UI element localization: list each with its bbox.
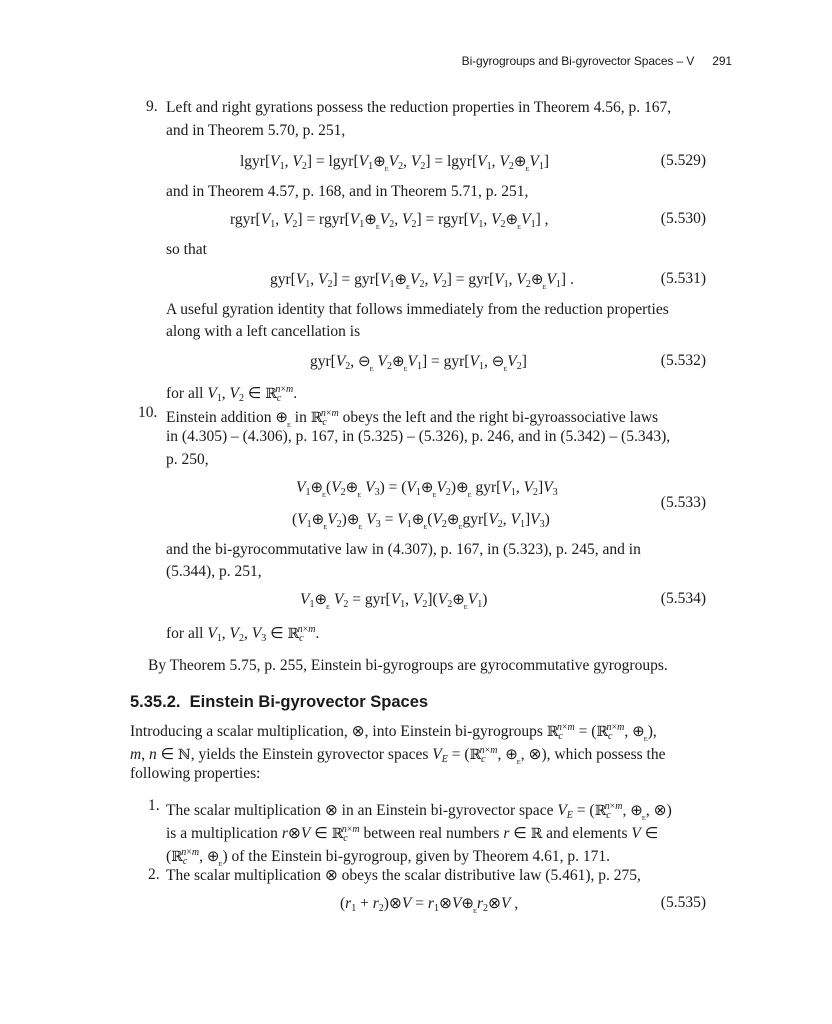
- equation-5529: $lgyr[V_1$, $V_2$] = $lgyr[V_1\oplus_EV_2$, $V_2$] = $lgyr[V_1$, $V_2\oplus_EV_1$]: [240, 153, 550, 173]
- intro-line3: following properties:: [130, 765, 261, 782]
- equation-5533-a: $V_1\oplus_E(V_2\oplus_E$ $V_3$) = $(V_1\oplus_EV_2)\oplus_E$ $gyr[V_1$, $V_2]V_3$: [296, 479, 558, 499]
- equation-5531: $gyr[V_1$, $V_2$] = $gyr[V_1\oplus_EV_2$, $V_2] = gyr[V_1$, $V_2\oplus_EV_1$] .: [270, 271, 574, 291]
- list-line3: of the Einstein bi-gyrogroup, given by Theorem 4.61, p. 171.: [231, 848, 611, 865]
- item-10-line4: and the bi-gyrocommutative law in (4.307), p. 167, in (5.323), p. 245, and in: [166, 541, 641, 558]
- item-9-forall: for all $V_1$, $V_2$ ∈ ℝ$_c^{n\times m}$.: [166, 384, 298, 404]
- section-title: Einstein Bi-gyrovector Spaces: [189, 693, 429, 711]
- equation-5532: $gyr[V_2$, $⊖_E$ $V_2\oplus_EV_1] = gyr[V_1$, $⊖_EV_2$]: [310, 353, 527, 373]
- page-number: 291: [712, 54, 732, 68]
- intro-line1-text: Introducing a scalar multiplication, ⊗, into Einstein bi-gyrogroups: [130, 723, 543, 740]
- item-9-number: 9.: [146, 98, 158, 115]
- item-9-line6: along with a left cancellation is: [166, 323, 361, 340]
- equation-number-5533: (5.533): [660, 494, 706, 511]
- item-9-line3: and in Theorem 4.57, p. 168, and in Theorem 5.71, p. 251,: [166, 183, 529, 200]
- list-line2a: is a multiplication: [166, 825, 278, 842]
- list-line1a: The scalar multiplication ⊗ in an Einstein bi-gyrovector space: [166, 802, 554, 819]
- item-10-line2: in (4.305) – (4.306), p. 167, in (5.325) – (5.326), p. 246, and in (5.342) – (5.343),: [166, 428, 671, 445]
- equation-number-5534: (5.534): [660, 590, 706, 607]
- section-number: 5.35.2.: [130, 693, 181, 711]
- intro-line2c: , which possess the: [546, 746, 666, 763]
- intro-line2b: , yields the Einstein gyrovector spaces: [190, 746, 429, 763]
- list-line2c: and elements: [546, 825, 628, 842]
- list-line2b: between real numbers: [363, 825, 500, 842]
- intro-line2: m, n ∈ ℕ, yields the Einstein gyrovector spaces $V_E$ = (ℝ$_c^{n\times m}$, $\oplus_E$, ⊗), which possess the: [130, 745, 666, 766]
- item-9-line5: A useful gyration identity that follows immediately from the reduction properties: [166, 301, 669, 318]
- item-9-line2: and in Theorem 5.70, p. 251,: [166, 122, 346, 139]
- running-header: [462, 54, 732, 68]
- item-9-line1: Left and right gyrations possess the reduction properties in Theorem 4.56, p. 167,: [166, 99, 672, 116]
- section-heading: [130, 693, 428, 712]
- list-item-1-line1: The scalar multiplication ⊗ in an Einstein bi-gyrovector space $V_E$ = (ℝ$_c^{n\times m}$, $\oplus_E$, ⊗): [166, 801, 672, 822]
- equation-number-5535: (5.535): [660, 894, 706, 911]
- equation-5530: $rgyr[V_1$, $V_2$] = $rgyr[V_1\oplus_EV_2$, $V_2$] = $rgyr[V_1$, $V_2\oplus_EV_1$] ,: [230, 211, 549, 231]
- list-item-2-line1: The scalar multiplication ⊗ obeys the scalar distributive law (5.461), p. 275,: [166, 867, 641, 884]
- item-10-forall-label: for all: [166, 625, 204, 642]
- list-item-1-line3: (ℝ$_c^{n\times m}$, $\oplus_E$) of the Einstein bi-gyrogroup, given by Theorem 4.61, p. 171.: [166, 847, 611, 868]
- item-10-line1b: obeys the left and the right bi-gyroassociative laws: [342, 409, 659, 426]
- equation-number-5530: (5.530): [660, 210, 706, 227]
- list-item-2-number: 2.: [148, 866, 160, 883]
- item-10-line3: p. 250,: [166, 451, 209, 468]
- item-10-line1: Einstein addition $\oplus_E$ in ℝ$_c^{n\times m}$ obeys the left and the right bi-gyroassociative laws: [166, 408, 659, 429]
- item-10-number: 10.: [138, 404, 158, 421]
- item-9-forall-label: for all: [166, 385, 204, 402]
- item-10-forall: for all $V_1$, $V_2$, $V_3$ ∈ ℝ$_c^{n\times m}$.: [166, 624, 320, 644]
- list-item-1-number: 1.: [148, 797, 160, 814]
- intro-line1: Introducing a scalar multiplication, ⊗, into Einstein bi-gyrogroups ℝ$_c^{n\times m}$ = (ℝ$_c^{n\times m}$, $\oplus_E$),: [130, 722, 657, 743]
- item-10-line1a: Einstein addition: [166, 409, 272, 426]
- header-title: Bi-gyrogroups and Bi-gyrovector Spaces – V: [461, 54, 695, 68]
- closing-sentence: By Theorem 5.75, p. 255, Einstein bi-gyrogroups are gyrocommutative gyrogroups.: [148, 657, 668, 674]
- item-9-line4: so that: [166, 241, 207, 258]
- equation-5535: ($r_1$ + $r_2)\otimes V$ = $r_1\otimes V\oplus_Er_2\otimes V$ ,: [340, 895, 519, 915]
- equation-number-5529: (5.529): [660, 152, 706, 169]
- equation-5533-b: $(V_1\oplus_EV_2)\oplus_E$ $V_3$ = $V_1\oplus_E(V_2\oplus_Egyr[V_2$, $V_1]V_3$): [292, 511, 550, 531]
- equation-number-5531: (5.531): [660, 270, 706, 287]
- item-10-line5: (5.344), p. 251,: [166, 563, 262, 580]
- equation-5534: $V_1\oplus_E$ $V_2 = gyr[V_1$, $V_2](V_2\oplus_EV_1)$: [300, 591, 488, 611]
- equation-number-5532: (5.532): [660, 352, 706, 369]
- list-item-1-line2: is a multiplication r⊗V ∈ ℝ$_c^{n\times m}$ between real numbers r ∈ ℝ and elements V ∈: [166, 824, 659, 844]
